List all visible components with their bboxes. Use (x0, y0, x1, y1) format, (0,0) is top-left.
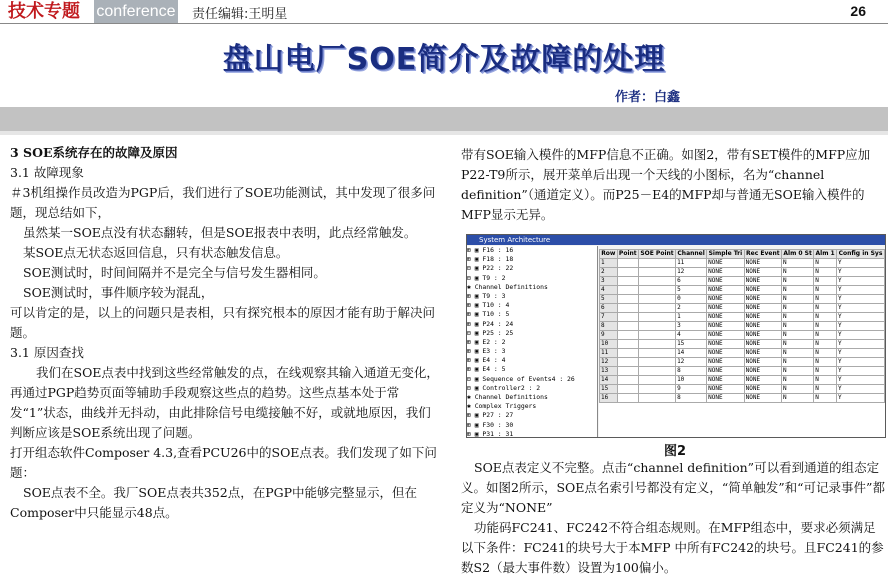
page-number: 26 (850, 3, 866, 19)
grid-cell: 3 (676, 322, 707, 331)
tree-node[interactable]: ⊟ ▣ P25 : 25 (467, 328, 514, 337)
grid-cell (617, 304, 638, 313)
grid-row[interactable] (600, 304, 885, 313)
article-title: 盘山电厂SOE简介及故障的处理 (222, 42, 666, 77)
grid-cell: 14 (600, 376, 618, 385)
grid-cell: Y (836, 358, 884, 367)
grid-cell: 10 (676, 376, 707, 385)
grid-cell: NONE (744, 385, 781, 394)
right-column-bottom (461, 458, 887, 578)
grid-cell: N (782, 376, 814, 385)
grid-cell (638, 259, 675, 268)
grid-cell: NONE (744, 394, 781, 403)
grid-cell: N (814, 286, 837, 295)
grid-cell (638, 376, 675, 385)
tree-node[interactable]: ✱ Complex Triggers (467, 402, 537, 411)
tree-node[interactable]: ⊟ ▣ Sequence of Events4 : 26 (467, 374, 575, 383)
grid-cell: N (814, 367, 837, 376)
grid-column-header[interactable]: Config in Sys (836, 250, 884, 259)
grid-cell: NONE (744, 367, 781, 376)
paragraph: 3.1 故障现象 (10, 165, 84, 180)
grid-cell: NONE (707, 331, 744, 340)
grid-cell: 8 (600, 322, 618, 331)
grid-row[interactable] (600, 394, 885, 403)
grid-cell: NONE (707, 385, 744, 394)
grid-cell (617, 331, 638, 340)
grid-cell: NONE (744, 286, 781, 295)
paragraph: SOE点表定义不完整。点击“channel definition”可以看到通道的组态定义。如图2所示，SOE点名索引号都没有定义，“简单触发”和“可记录事件”都定义为“NONE” (461, 460, 885, 515)
grid-cell: NONE (707, 367, 744, 376)
grid-cell (638, 268, 675, 277)
grid-cell: N (782, 322, 814, 331)
grid-cell: Y (836, 322, 884, 331)
grid-column-header[interactable]: Rec Event (746, 250, 780, 257)
grid-cell: Y (836, 349, 884, 358)
tree-node[interactable]: ⊞ ▣ P31 : 31 (467, 429, 514, 438)
grid-cell: 1 (676, 313, 707, 322)
grid-cell: NONE (707, 340, 744, 349)
paragraph: 打开组态软件Composer 4.3,查看PCU26中的SOE点表。我们发现了如下问题： (10, 445, 437, 480)
grid-cell: N (782, 259, 814, 268)
grid-cell (638, 340, 675, 349)
grid-cell (617, 295, 638, 304)
grid-cell: NONE (707, 349, 744, 358)
paragraph: SOE点表不全。我厂SOE点表共352点，在PGP中能够完整显示，但在Composer中只能显示48点。 (10, 485, 418, 520)
grid-cell: NONE (707, 295, 744, 304)
grid-cell (617, 349, 638, 358)
grid-cell (638, 394, 675, 403)
grid-cell: 7 (600, 313, 618, 322)
grid-cell: Y (836, 268, 884, 277)
tree-node[interactable]: ⊞ ▣ E4 : 4 (467, 356, 506, 365)
tree-node[interactable]: ⊞ ▣ T10 : 4 (467, 301, 510, 310)
grid-cell (617, 385, 638, 394)
paragraph: 某SOE点无状态返回信息，只有状态触发信息。 (23, 245, 289, 260)
grid-cell: N (814, 322, 837, 331)
grid-cell (638, 358, 675, 367)
figure-grid (599, 249, 885, 437)
figure-caption: 图2 (664, 444, 687, 459)
grid-cell (617, 367, 638, 376)
grid-row[interactable] (600, 286, 885, 295)
grid-cell: N (782, 268, 814, 277)
grid-cell: N (814, 295, 837, 304)
grid-row[interactable] (600, 367, 885, 376)
grid-cell: Y (836, 295, 884, 304)
grid-cell: Y (836, 376, 884, 385)
paragraph: 功能码FC241、FC242不符合组态规则。在MFP组态中，要求必须满足以下条件：FC241的块号大于本MFP 中所有FC242的块号。且FC241的参数S2（最大事件数）设置为100偏小。 (461, 520, 884, 575)
header-rule (0, 23, 888, 24)
grid-cell: NONE (707, 394, 744, 403)
grid-cell: N (782, 394, 814, 403)
grid-cell: N (814, 394, 837, 403)
grid-row[interactable] (600, 349, 885, 358)
grid-cell (638, 331, 675, 340)
grid-cell: N (814, 349, 837, 358)
grid-cell: 14 (676, 349, 707, 358)
grid-cell: 15 (676, 340, 707, 349)
grid-cell: 11 (600, 349, 618, 358)
grid-cell (638, 295, 675, 304)
tree-node[interactable]: ⊞ ▣ T9 : 3 (467, 291, 506, 300)
grid-row[interactable] (600, 322, 885, 331)
grid-cell: N (782, 277, 814, 286)
grid-cell (617, 268, 638, 277)
grid-cell: N (782, 295, 814, 304)
grid-cell (638, 385, 675, 394)
grid-row[interactable] (600, 340, 885, 349)
grid-cell: Y (836, 304, 884, 313)
grid-cell (617, 376, 638, 385)
grid-cell: 8 (676, 367, 707, 376)
grid-cell: NONE (707, 376, 744, 385)
tree-node[interactable]: ⊞ ▣ E3 : 3 (467, 347, 506, 356)
grid-cell: 13 (600, 367, 618, 376)
grid-cell: 12 (676, 268, 707, 277)
grid-cell: 6 (600, 304, 618, 313)
grid-cell: NONE (707, 304, 744, 313)
grid-cell: 12 (676, 358, 707, 367)
grid-cell: Y (836, 259, 884, 268)
grid-row[interactable] (600, 313, 885, 322)
article-author: 作者：白鑫 (614, 90, 680, 105)
grid-cell: 2 (676, 304, 707, 313)
grid-cell: N (782, 358, 814, 367)
editor-credit: 责任编辑:王明星 (192, 7, 288, 22)
grid-cell: Y (836, 394, 884, 403)
grid-row[interactable] (600, 277, 885, 286)
grid-cell: Y (836, 340, 884, 349)
grid-column-header[interactable]: Alm 0 St (783, 250, 812, 257)
grid-row[interactable] (600, 259, 885, 268)
grid-cell (638, 313, 675, 322)
grid-cell: 4 (600, 286, 618, 295)
grid-cell (617, 313, 638, 322)
tree-node[interactable]: ✱ Channel Definitions (467, 282, 548, 291)
grid-cell (638, 304, 675, 313)
grid-cell: 3 (600, 277, 618, 286)
right-column-top (461, 145, 887, 225)
grid-cell: N (814, 376, 837, 385)
grid-cell: 2 (600, 268, 618, 277)
grid-cell: NONE (744, 259, 781, 268)
paragraph: ＃3机组操作员改造为PGP后，我们进行了SOE功能测试，其中发现了很多问题，现总结如下， (10, 185, 436, 220)
grid-cell (617, 259, 638, 268)
grid-cell: Y (836, 331, 884, 340)
grid-cell (617, 358, 638, 367)
grid-cell: Y (836, 286, 884, 295)
grid-cell: NONE (744, 331, 781, 340)
paragraph: 我们在SOE点表中找到这些经常触发的点，在线观察其输入通道无变化，再通过PGP趋势页面等辅助手段观察这些点的趋势。这些点基本处于常发“1”状态，曲线并无抖动，由此排除信号电缆接触不好，或就地原因，我们判断应该是SOE系统出现了问题。 (10, 365, 439, 440)
grid-row[interactable] (600, 268, 885, 277)
section-tag: 技术专题 (0, 0, 94, 23)
grid-cell: 9 (600, 331, 618, 340)
grid-column-header[interactable]: Alm 1 (815, 250, 835, 257)
grid-cell: NONE (744, 358, 781, 367)
grid-cell (638, 286, 675, 295)
paragraph: 3.1 原因查找 (10, 345, 84, 360)
grid-cell: N (814, 277, 837, 286)
grid-cell: N (814, 304, 837, 313)
grid-cell: 11 (676, 259, 707, 268)
tree-node[interactable]: ⊞ ▣ P24 : 24 (467, 319, 514, 328)
grid-cell (617, 286, 638, 295)
grid-cell (617, 340, 638, 349)
grid-column-header[interactable]: Point (618, 250, 637, 257)
grid-cell: N (782, 313, 814, 322)
grid-cell: NONE (744, 313, 781, 322)
grid-cell: N (782, 331, 814, 340)
grid-cell: Y (836, 313, 884, 322)
title-band (0, 107, 888, 131)
figure-screenshot (466, 234, 886, 438)
grid-cell: N (782, 349, 814, 358)
tree-node[interactable]: ⊞ ▣ F30 : 30 (467, 420, 514, 429)
grid-cell (638, 277, 675, 286)
paragraph: 虽然某一SOE点没有状态翻转，但是SOE报表中表明，此点经常触发。 (23, 225, 417, 240)
grid-cell: NONE (707, 322, 744, 331)
grid-cell: 4 (676, 331, 707, 340)
grid-cell: 0 (676, 295, 707, 304)
grid-row[interactable] (600, 385, 885, 394)
tree-node[interactable]: ⊞ ▣ F16 : 16 (467, 246, 514, 254)
tree-node[interactable]: ⊟ ▣ Controller2 : 2 (467, 383, 541, 392)
grid-cell: NONE (744, 268, 781, 277)
tree-node[interactable]: ⊞ ▣ E2 : 2 (467, 337, 506, 346)
figure-tree-view (467, 246, 598, 437)
left-column (10, 143, 440, 523)
grid-cell: N (782, 286, 814, 295)
grid-cell: NONE (707, 358, 744, 367)
conference-label: conference (94, 0, 178, 23)
grid-cell: Y (836, 367, 884, 376)
grid-cell: N (782, 385, 814, 394)
paragraph: 带有SOE输入模件的MFP信息不正确。如图2，带有SET模件的MFP应加P22-T9所示，展开菜单后出现一个天线的小图标，名为“channel definition”（通道定义）。而P25－E4的MFP却与普通无SOE输入模件的MFP显示无异。 (461, 147, 871, 222)
page-header (0, 0, 888, 24)
grid-cell: NONE (744, 349, 781, 358)
grid-column-header[interactable]: SOE Point (640, 250, 674, 257)
grid-row[interactable] (600, 295, 885, 304)
grid-cell: 6 (676, 277, 707, 286)
paragraph: SOE测试时，事件顺序较为混乱， (23, 285, 214, 300)
grid-cell: N (782, 340, 814, 349)
grid-cell: NONE (744, 376, 781, 385)
grid-cell: N (814, 340, 837, 349)
title-band-shadow (0, 131, 888, 135)
grid-cell: NONE (744, 304, 781, 313)
tree-node[interactable]: ⊟ ▣ P22 : 22 (467, 264, 514, 273)
grid-column-header[interactable]: Channel (677, 250, 705, 257)
grid-cell: N (814, 358, 837, 367)
grid-cell (617, 322, 638, 331)
grid-cell: NONE (744, 340, 781, 349)
grid-column-header[interactable]: Simple Tri (708, 250, 743, 257)
grid-cell: NONE (707, 313, 744, 322)
grid-cell: N (814, 268, 837, 277)
grid-cell: 15 (600, 385, 618, 394)
grid-cell: N (814, 385, 837, 394)
grid-cell: N (814, 259, 837, 268)
grid-cell (638, 322, 675, 331)
grid-cell: N (814, 313, 837, 322)
grid-cell: NONE (744, 322, 781, 331)
grid-column-header[interactable]: Row (601, 250, 616, 257)
tree-node[interactable]: ⊟ ▣ T9 : 2 (467, 273, 506, 282)
grid-row[interactable] (600, 358, 885, 367)
grid-cell: 5 (600, 295, 618, 304)
grid-cell: NONE (707, 286, 744, 295)
grid-cell: 16 (600, 394, 618, 403)
grid-cell: 8 (676, 394, 707, 403)
grid-cell (638, 367, 675, 376)
grid-cell: 9 (676, 385, 707, 394)
grid-cell: NONE (744, 295, 781, 304)
grid-cell: Y (836, 385, 884, 394)
tree-node[interactable]: ⊞ ▣ T10 : 5 (467, 310, 510, 319)
paragraph: SOE测试时，时间间隔并不是完全与信号发生器相同。 (23, 265, 326, 280)
grid-cell: 5 (676, 286, 707, 295)
grid-cell: NONE (744, 277, 781, 286)
tree-node[interactable]: ✱ Channel Definitions (467, 393, 548, 401)
grid-cell: 10 (600, 340, 618, 349)
paragraph: 可以肯定的是，以上的问题只是表相，只有探究根本的原因才能有助于解决问题。 (10, 305, 436, 340)
grid-cell: N (782, 367, 814, 376)
paragraph: 3 SOE系统存在的故障及原因 (10, 145, 178, 160)
grid-cell (617, 394, 638, 403)
grid-cell: N (814, 331, 837, 340)
grid-cell: NONE (707, 259, 744, 268)
grid-row[interactable] (600, 331, 885, 340)
grid-cell (617, 277, 638, 286)
grid-cell: 1 (600, 259, 618, 268)
tree-node[interactable]: ⊞ ▣ P27 : 27 (467, 411, 514, 420)
grid-cell: N (782, 304, 814, 313)
figure-window-title: System Architecture (467, 235, 885, 245)
tree-node[interactable]: ⊞ ▣ E4 : 5 (467, 365, 506, 374)
grid-cell: NONE (707, 268, 744, 277)
grid-cell: Y (836, 277, 884, 286)
tree-node[interactable]: ⊞ ▣ F18 : 18 (467, 255, 514, 264)
grid-row[interactable] (600, 376, 885, 385)
grid-cell: 12 (600, 358, 618, 367)
grid-cell (638, 349, 675, 358)
grid-cell: NONE (707, 277, 744, 286)
